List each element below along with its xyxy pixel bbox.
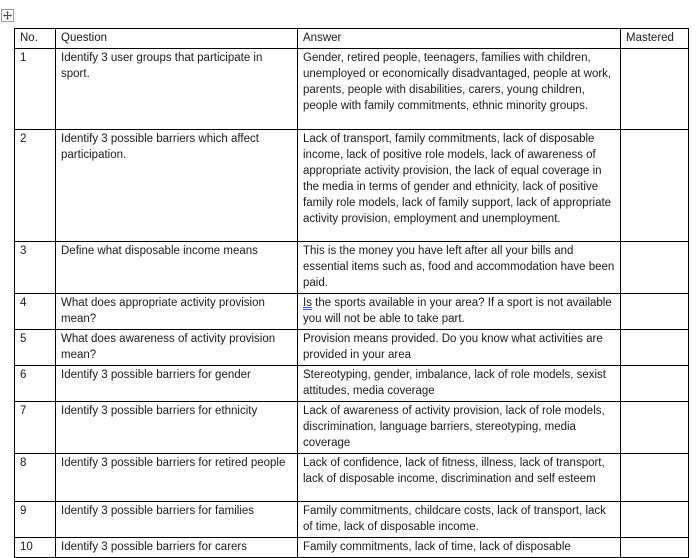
- cell-mastered[interactable]: [621, 242, 689, 294]
- cell-no[interactable]: 2: [15, 130, 56, 242]
- cell-answer[interactable]: Lack of transport, family commitments, lack of disposable income, lack of positive role models, lack of awareness of appropriate activity provision, the lack of equal coverage in the media in terms of gender and ethnicity, lack of positive family role models, lack of family support, lack of appropriate activity provision, employment and unemployment.: [298, 130, 621, 242]
- cell-mastered[interactable]: [621, 130, 689, 242]
- cell-question[interactable]: Identify 3 user groups that participate in sport.: [56, 49, 298, 130]
- table-row: [15, 402, 689, 454]
- cell-answer[interactable]: Lack of awareness of activity provision, lack of role models, discrimination, language barriers, stereotyping, media coverage: [298, 402, 621, 454]
- cell-question[interactable]: Identify 3 possible barriers for families: [56, 502, 298, 538]
- move-arrows-icon: [3, 11, 12, 20]
- cell-question[interactable]: Identify 3 possible barriers which affect participation.: [56, 130, 298, 242]
- qa-table: [14, 28, 689, 558]
- cell-question[interactable]: What does awareness of activity provision mean?: [56, 330, 298, 366]
- cell-no[interactable]: 3: [15, 242, 56, 294]
- cell-question[interactable]: Identify 3 possible barriers for carers: [56, 538, 298, 558]
- table-move-handle[interactable]: [1, 9, 14, 22]
- header-row: [15, 29, 689, 49]
- cell-answer[interactable]: Stereotyping, gender, imbalance, lack of role models, sexist attitudes, media coverage: [298, 366, 621, 402]
- cell-answer[interactable]: Gender, retired people, teenagers, families with children, unemployed or economically disadvantaged, people at work, parents, people with disabilities, carers, young children, people with family commitments, ethnic minority groups.: [298, 49, 621, 130]
- cell-no[interactable]: 7: [15, 402, 56, 454]
- table-row: [15, 49, 689, 130]
- table-row: [15, 242, 689, 294]
- col-header-answer[interactable]: Answer: [298, 29, 621, 49]
- cell-no[interactable]: 4: [15, 294, 56, 330]
- cell-no[interactable]: 10: [15, 538, 56, 558]
- cell-mastered[interactable]: [621, 402, 689, 454]
- cell-answer[interactable]: Family commitments, childcare costs, lack of transport, lack of time, lack of disposable income.: [298, 502, 621, 538]
- cell-mastered[interactable]: [621, 538, 689, 558]
- table-body: [15, 49, 689, 558]
- cell-answer[interactable]: This is the money you have left after all your bills and essential items such as, food and accommodation have been paid.: [298, 242, 621, 294]
- table-row: [15, 502, 689, 538]
- cell-question[interactable]: Identify 3 possible barriers for gender: [56, 366, 298, 402]
- cell-mastered[interactable]: [621, 454, 689, 502]
- cell-no[interactable]: 5: [15, 330, 56, 366]
- cell-no[interactable]: 6: [15, 366, 56, 402]
- cell-question[interactable]: Define what disposable income means: [56, 242, 298, 294]
- cell-answer[interactable]: Lack of confidence, lack of fitness, illness, lack of transport, lack of disposable income, discrimination and self esteem: [298, 454, 621, 502]
- cell-no[interactable]: 9: [15, 502, 56, 538]
- cell-answer[interactable]: Provision means provided. Do you know what activities are provided in your area: [298, 330, 621, 366]
- cell-mastered[interactable]: [621, 294, 689, 330]
- table-row: [15, 454, 689, 502]
- cell-mastered[interactable]: [621, 366, 689, 402]
- table-row: [15, 366, 689, 402]
- grammar-marked-word: Is: [303, 297, 312, 309]
- cell-answer[interactable]: Family commitments, lack of time, lack of disposable: [298, 538, 621, 558]
- col-header-mastered[interactable]: Mastered: [621, 29, 689, 49]
- cell-no[interactable]: 8: [15, 454, 56, 502]
- cell-mastered[interactable]: [621, 330, 689, 366]
- table-row: [15, 330, 689, 366]
- cell-question[interactable]: Identify 3 possible barriers for ethnicity: [56, 402, 298, 454]
- cell-question[interactable]: Identify 3 possible barriers for retired people: [56, 454, 298, 502]
- cell-question[interactable]: What does appropriate activity provision mean?: [56, 294, 298, 330]
- cell-no[interactable]: 1: [15, 49, 56, 130]
- cell-mastered[interactable]: [621, 49, 689, 130]
- cell-mastered[interactable]: [621, 502, 689, 538]
- table-row: [15, 538, 689, 558]
- col-header-no[interactable]: No.: [15, 29, 56, 49]
- cell-answer[interactable]: Is the sports available in your area? If a sport is not available you will not be able to take part.: [298, 294, 621, 330]
- col-header-question[interactable]: Question: [56, 29, 298, 49]
- table-row: [15, 294, 689, 330]
- table-row: [15, 130, 689, 242]
